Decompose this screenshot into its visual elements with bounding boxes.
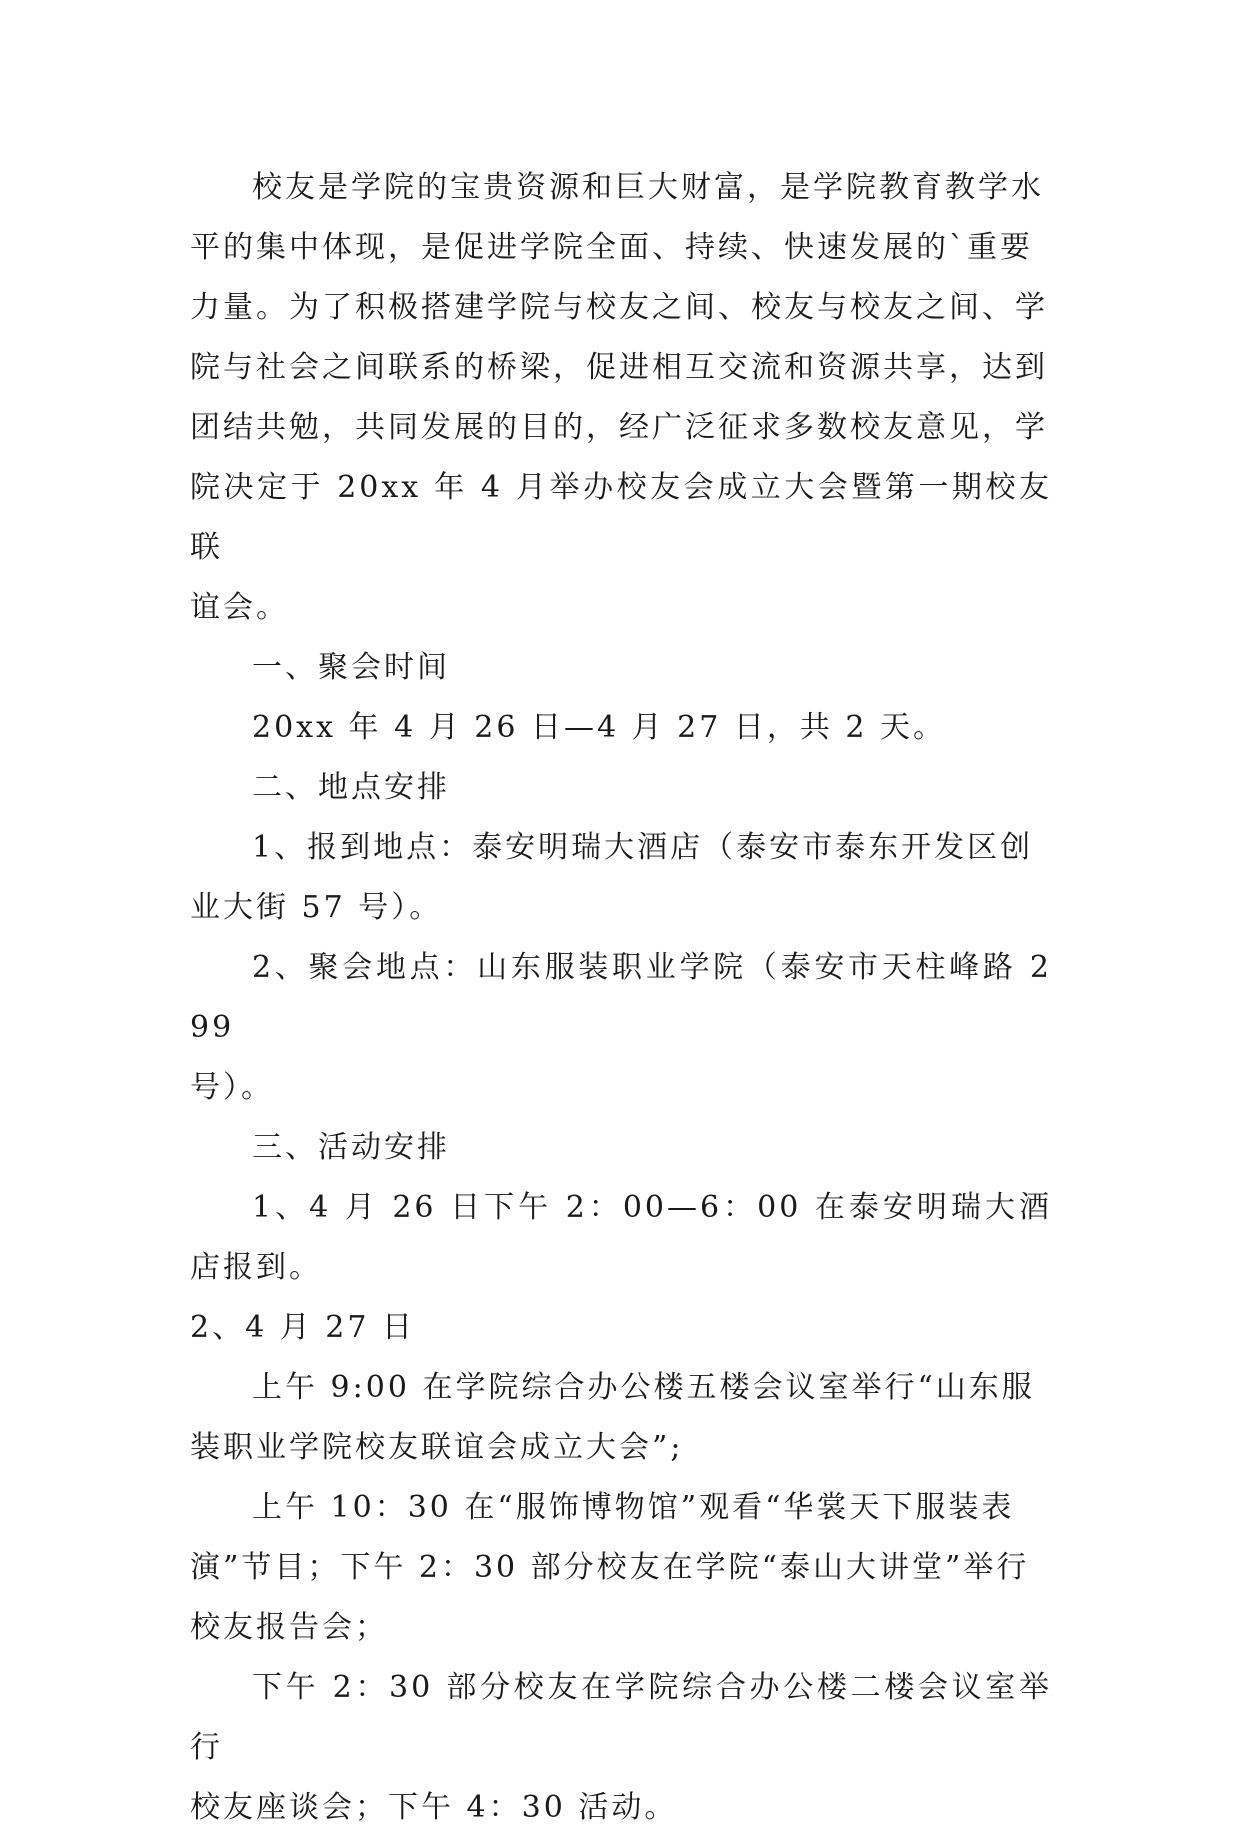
section3-item-1: 1、4 月 26 日下午 2：00—6：00 在泰安明瑞大酒店报到。 [190, 1190, 1052, 1285]
section2-heading: 二、地点安排 [252, 770, 450, 805]
section3-item-2: 2、4 月 27 日 [190, 1310, 415, 1345]
intro-paragraph: 校友是学院的宝贵资源和巨大财富，是学院教育教学水 平的集中体现，是促进学院全面、持续、快速发展的`重要 力量。为了积极搭建学院与校友之间、校友与校友之间、学 院与社会之间联系的桥梁，促进相互交流和资源共享，达到 团结共勉，共同发展的目的，经广泛征求多数校友意见，学 院决定于 20xx 年 4 月举办校友会成立大会暨第一期校友联 谊会。 [190, 170, 1052, 625]
section3-heading: 三、活动安排 [252, 1130, 450, 1165]
section1-heading: 一、聚会时间 [252, 650, 450, 685]
section1-text: 20xx 年 4 月 26 日—4 月 27 日，共 2 天。 [252, 710, 946, 745]
section2-item-2: 2、聚会地点：山东服装职业学院（泰安市天柱峰路 299 号）。 [190, 950, 1052, 1105]
section3-item-2-midday: 上午 10：30 在“服饰博物馆”观看“华裳天下服装表 演”节目；下午 2：30 部分校友在学院“泰山大讲堂”举行 校友报告会； [190, 1490, 1030, 1645]
section3-item-2-afternoon: 下午 2：30 部分校友在学院综合办公楼二楼会议室举行 校友座谈会；下午 4：30 活动。 [190, 1670, 1052, 1825]
document-body [190, 158, 1052, 1838]
section3-item-2-morning: 上午 9:00 在学院综合办公楼五楼会议室举行“山东服 装职业学院校友联谊会成立大会”; [190, 1370, 1035, 1465]
section2-item-1: 1、报到地点：泰安明瑞大酒店（泰安市泰东开发区创 业大街 57 号）。 [190, 830, 1034, 925]
